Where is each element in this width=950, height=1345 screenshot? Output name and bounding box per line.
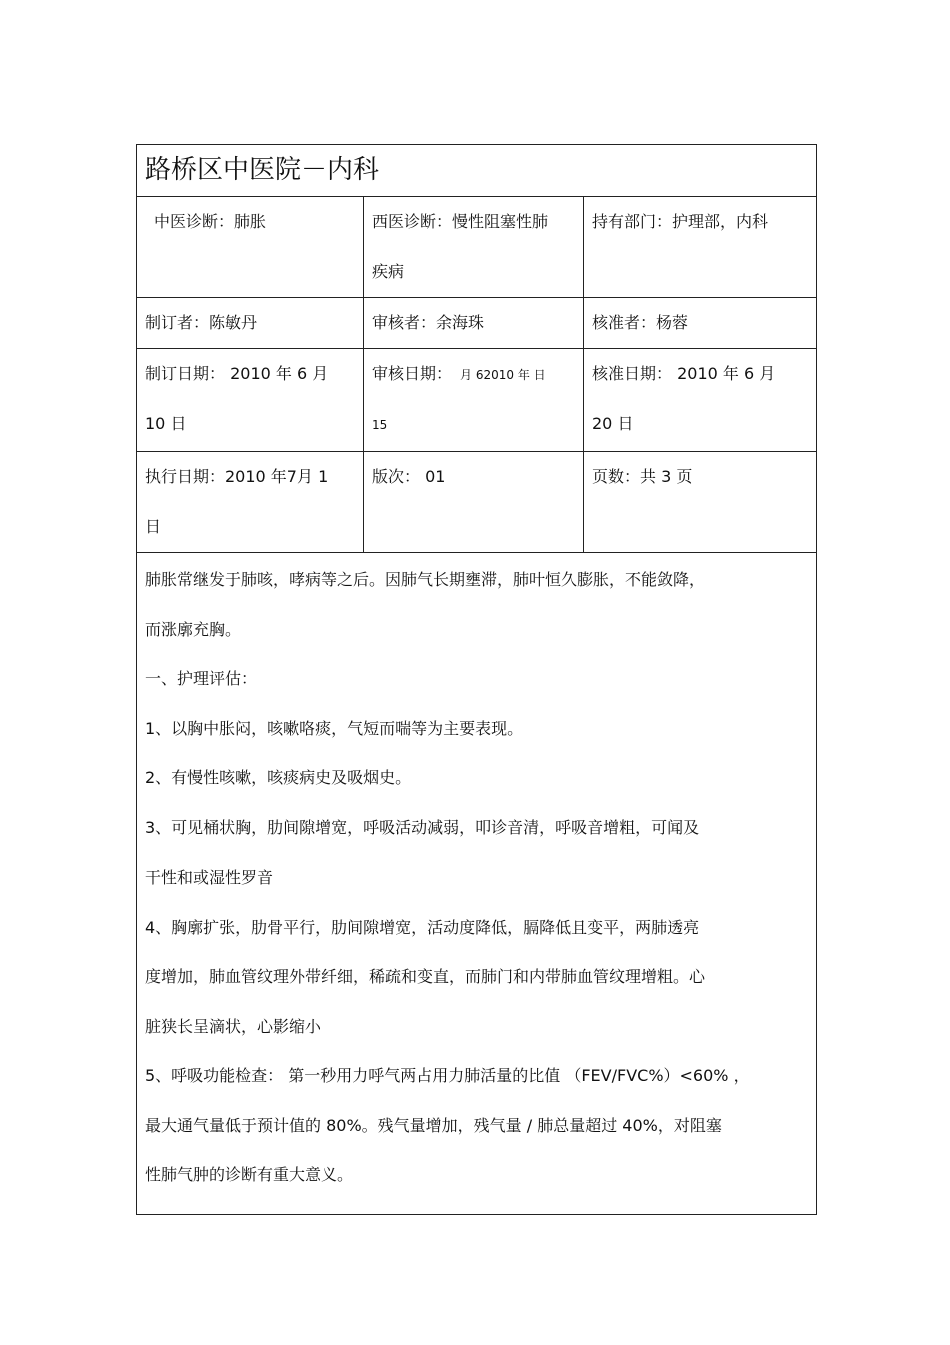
content-line: 2、有慢性咳嗽，咳痰病史及吸烟史。: [145, 768, 412, 787]
western-diagnosis-line-1: 西医诊断：慢性阻塞性肺: [372, 212, 549, 231]
execution-row: [137, 452, 816, 553]
author-date-cell: [137, 349, 364, 451]
document-table: [136, 144, 817, 1215]
section-heading: 一、护理评估：: [145, 669, 258, 688]
content-line: 3、可见桶状胸，肋间隙增宽，呼吸活动减弱，叩诊音清，呼吸音增粗，可闻及: [145, 818, 700, 837]
content-line: 5、呼吸功能检查： 第一秒用力呼气两占用力肺活量的比值 （FEV/FVC%）<60% ，: [145, 1066, 750, 1085]
page-count-cell: [584, 452, 816, 552]
western-diagnosis-cell: [364, 197, 584, 297]
review-date-label: 审核日期：: [372, 364, 453, 383]
author: 制订者：陈敏丹: [145, 313, 258, 332]
approver-cell: [584, 298, 816, 348]
content-line: 4、胸廓扩张，肋骨平行，肋间隙增宽，活动度降低，膈降低且变平，两肺透亮: [145, 918, 700, 937]
review-date-line-2: 15: [372, 418, 388, 432]
author-date-line-1: 制订日期： 2010 年 6 月: [145, 364, 329, 383]
tcm-diagnosis-cell: [137, 197, 364, 297]
content-line: 而涨廓充胸。: [145, 620, 242, 639]
diagnosis-row: [137, 197, 816, 298]
execution-date-line-1: 执行日期：2010 年7月 1: [145, 467, 329, 486]
execution-date-line-2: 日: [145, 517, 162, 536]
reviewer-cell: [364, 298, 584, 348]
execution-date-cell: [137, 452, 364, 552]
author-cell: [137, 298, 364, 348]
review-date-line-1: [372, 349, 575, 400]
western-diagnosis-line-2: 疾病: [372, 262, 405, 281]
approve-date-line-1: 核准日期： 2010 年 6 月: [592, 364, 776, 383]
content-line: 最大通气量低于预计值的 80%。残气量增加，残气量 / 肺总量超过 40%，对阻塞: [145, 1116, 722, 1135]
content-line: 肺胀常继发于肺咳，哮病等之后。因肺气长期壅滞，肺叶恒久膨胀，不能敛降，: [145, 570, 706, 589]
version-cell: [364, 452, 584, 552]
title-row: [137, 145, 816, 197]
content-line: 度增加，肺血管纹理外带纤细，稀疏和变直，而肺门和内带肺血管纹理增粗。心: [145, 967, 706, 986]
review-date-value: 月 62010 年 日: [460, 368, 546, 382]
content-line: 性肺气肿的诊断有重大意义。: [145, 1165, 354, 1184]
reviewer: 审核者：余海珠: [372, 313, 485, 332]
author-row: [137, 298, 816, 349]
department-cell: [584, 197, 816, 297]
page-title: 路桥区中医院－内科: [145, 155, 380, 185]
review-date-cell: [364, 349, 584, 451]
content-line: 干性和或湿性罗音: [145, 868, 274, 887]
approve-date-cell: [584, 349, 816, 451]
version: 版次： 01: [372, 467, 446, 486]
content-line: 脏狭长呈滴状，心影缩小: [145, 1017, 322, 1036]
tcm-diagnosis: 中医诊断：肺胀: [154, 212, 267, 231]
content-line: 1、以胸中胀闷，咳嗽咯痰，气短而喘等为主要表现。: [145, 719, 524, 738]
holding-department: 持有部门：护理部，内科: [592, 212, 769, 231]
author-date-line-2: 10 日: [145, 414, 187, 433]
page-count: 页数：共 3 页: [592, 467, 693, 486]
date-row: [137, 349, 816, 452]
approver: 核准者：杨蓉: [592, 313, 689, 332]
approve-date-line-2: 20 日: [592, 414, 634, 433]
